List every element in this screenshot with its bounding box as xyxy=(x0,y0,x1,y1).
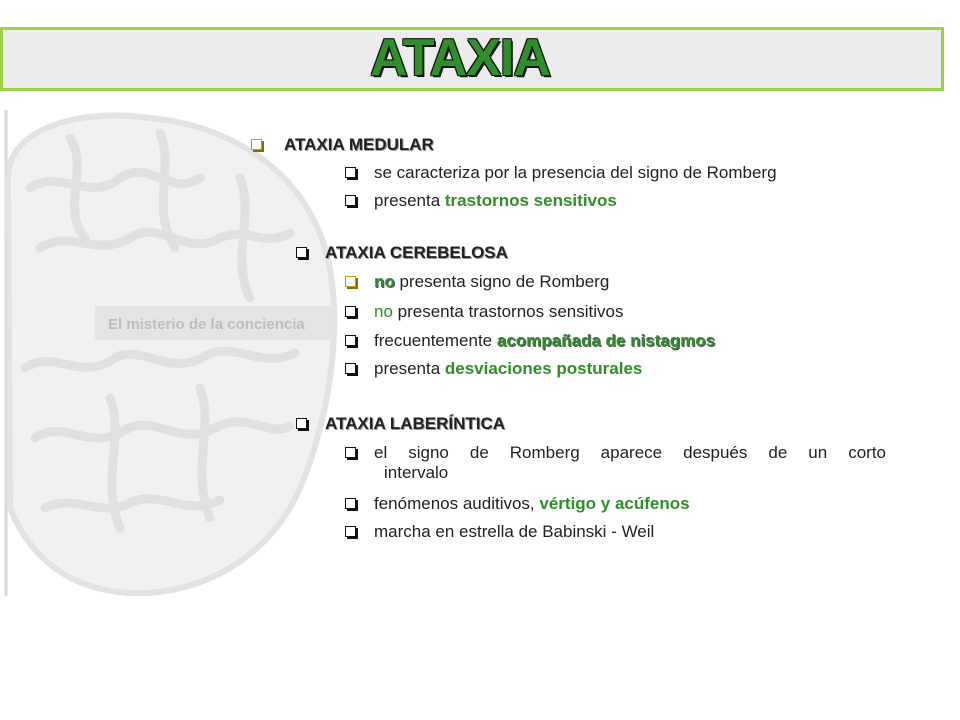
checkbox-bullet-icon xyxy=(345,306,356,317)
checkbox-bullet-icon xyxy=(345,526,356,537)
section-heading-cerebelosa: ATAXIA CEREBELOSA xyxy=(296,243,508,263)
list-item: marcha en estrella de Babinski - Weil xyxy=(345,522,654,542)
page-title: ATAXIA xyxy=(370,29,550,87)
checkbox-bullet-icon xyxy=(345,276,356,287)
checkbox-bullet-icon xyxy=(345,363,356,374)
checkbox-bullet-icon xyxy=(296,247,307,258)
checkbox-bullet-icon xyxy=(251,139,262,150)
brain-caption: El misterio de la conciencia xyxy=(108,316,305,333)
list-item: presenta trastornos sensitivos xyxy=(345,191,617,211)
title-bar xyxy=(0,27,944,91)
list-item: se caracteriza por la presencia del signo de Romberg xyxy=(345,163,777,183)
checkbox-bullet-icon xyxy=(345,335,356,346)
list-item: no presenta trastornos sensitivos xyxy=(345,302,623,322)
list-item: el signo de Romberg aparece después de un corto xyxy=(345,443,886,463)
section-heading-medular: ATAXIA MEDULAR xyxy=(251,135,434,155)
list-item-continuation: intervalo xyxy=(384,463,449,482)
checkbox-bullet-icon xyxy=(345,167,356,178)
section-heading-laberintica: ATAXIA LABERÍNTICA xyxy=(296,414,505,434)
checkbox-bullet-icon xyxy=(345,447,356,458)
list-item: no presenta signo de Romberg xyxy=(345,272,609,292)
checkbox-bullet-icon xyxy=(345,195,356,206)
checkbox-bullet-icon xyxy=(296,418,307,429)
list-item: frecuentemente acompañada de nistagmos xyxy=(345,331,715,351)
brain-background-image xyxy=(0,108,340,598)
list-item: fenómenos auditivos, vértigo y acúfenos xyxy=(345,494,690,514)
checkbox-bullet-icon xyxy=(345,498,356,509)
list-item: presenta desviaciones posturales xyxy=(345,359,642,379)
